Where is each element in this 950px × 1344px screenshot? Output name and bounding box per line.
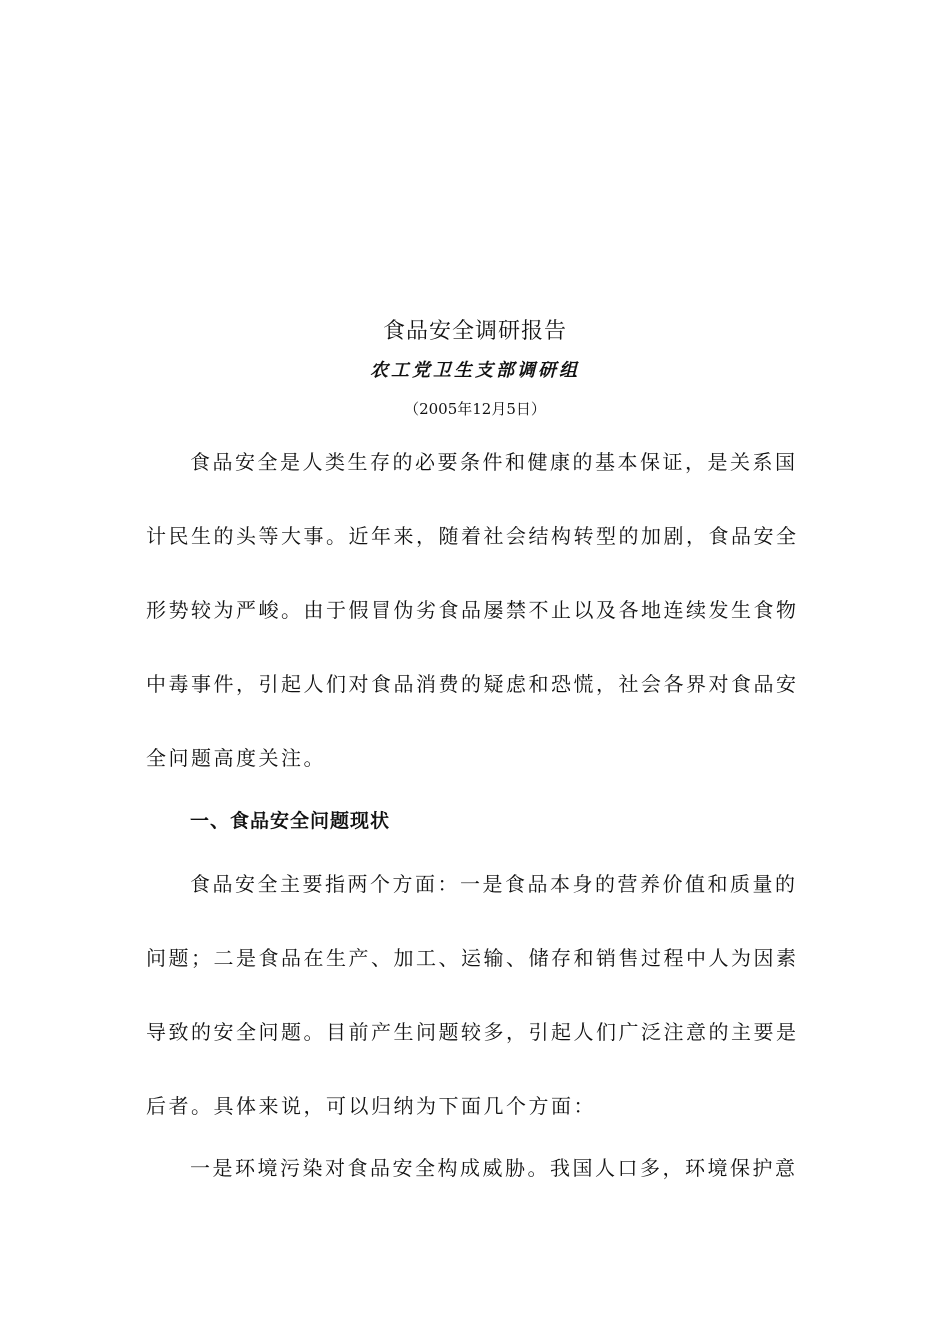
paragraph-line: 计民生的头等大事。近年来，随着社会结构转型的加剧，食品安全 [146,524,799,548]
paragraph-line: 全问题高度关注。 [146,746,326,770]
section-paragraph [146,847,806,1143]
paragraph-line: 食品安全主要指两个方面：一是食品本身的营养价值和质量的 [190,872,798,896]
paragraph-line: 中毒事件，引起人们对食品消费的疑虑和恐慌，社会各界对食品安 [146,672,799,696]
document-subtitle: 农工党卫生支部调研组 [370,360,580,381]
section-heading: 一、食品安全问题现状 [190,810,391,832]
paragraph-line: 后者。具体来说，可以归纳为下面几个方面： [146,1094,596,1118]
paragraph-line: 导致的安全问题。目前产生问题较多，引起人们广泛注意的主要是 [146,1020,799,1044]
document-title: 食品安全调研报告 [382,319,567,344]
intro-paragraph [146,425,806,795]
paragraph-line: 食品安全是人类生存的必要条件和健康的基本保证，是关系国 [190,450,798,474]
paragraph-line: 一是环境污染对食品安全构成威胁。我国人口多，环境保护意 [190,1156,798,1180]
paragraph-line: 问题；二是食品在生产、加工、运输、储存和销售过程中人为因素 [146,946,799,970]
paragraph-line: 形势较为严峻。由于假冒伪劣食品屡禁不止以及各地连续发生食物 [146,598,799,622]
point-paragraph [146,1131,806,1205]
document-date: （2005年12月5日） [404,400,546,418]
